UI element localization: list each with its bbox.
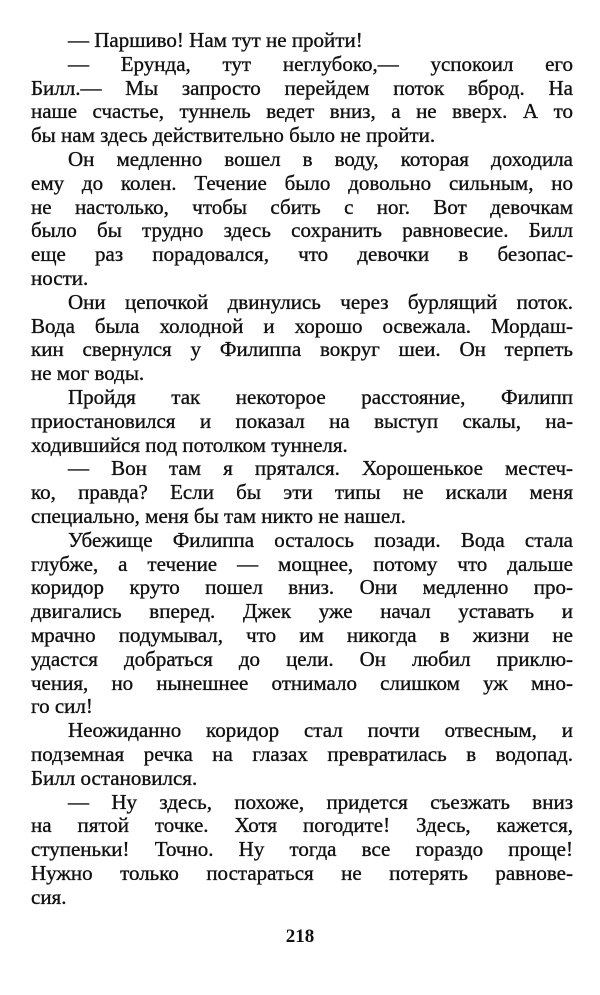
text-line: удастся добраться до цели. Он любил приклю- (31, 646, 573, 671)
text-line: Неожиданно коридор стал почти отвесным, и (68, 718, 573, 743)
text-line: коридор круто пошел вниз. Они медленно про- (31, 575, 573, 600)
text-line: Пройдя так некоторое расстояние, Филипп (68, 384, 573, 409)
text-line: го сил! (31, 694, 93, 719)
text-line: бы нам здесь действительно было не пройти. (31, 123, 436, 148)
text-line: наше счастье, туннель ведет вниз, а не вверх. А то (31, 99, 573, 124)
text-line: ходившийся под потолком туннеля. (31, 432, 348, 457)
text-line: не мог воды. (31, 361, 145, 386)
text-line: на пятой точке. Хотя погодите! Здесь, кажется, (31, 813, 573, 838)
text-line: специально, меня бы там никто не нашел. (31, 503, 406, 528)
text-line: Он медленно вошел в воду, которая доходила (68, 146, 573, 171)
text-line: еще раз порадовался, что девочки в безопас- (31, 242, 573, 267)
text-line: ности. (31, 265, 89, 290)
page-number: 218 (285, 926, 315, 947)
text-line: глубже, а течение — мощнее, потому что дальше (31, 551, 573, 576)
text-line: сия. (31, 884, 67, 909)
text-line: ко, правда? Если бы эти типы не искали меня (31, 480, 573, 505)
text-line: двигались вперед. Джек уже начал уставать и (31, 599, 573, 624)
text-line: — Паршиво! Нам тут не пройти! (68, 28, 363, 52)
text-line: — Ерунда, тут неглубоко,— успокоил его (68, 51, 573, 76)
text-line: было бы трудно здесь сохранить равновесие. Билл (31, 218, 573, 243)
text-line: не настолько, чтобы сбить с ног. Вот девочкам (31, 194, 573, 219)
text-line: Нужно только постараться не потерять равнове- (31, 860, 573, 885)
text-line: Убежище Филиппа осталось позади. Вода стала (68, 527, 573, 552)
text-line: Билл остановился. (31, 765, 198, 790)
text-line: приостановился и показал на выступ скалы, на- (31, 408, 573, 433)
text-line: — Ну здесь, похоже, придется съезжать вниз (68, 789, 573, 814)
text-line: — Вон там я прятался. Хорошенькое местеч- (68, 456, 573, 481)
text-line: Билл.— Мы запросто перейдем поток вброд. На (31, 75, 573, 100)
text-line: Вода была холодной и хорошо освежала. Мордаш- (31, 313, 573, 338)
text-line: мрачно подумывал, что им никогда в жизни не (31, 622, 573, 647)
text-line: чения, но нынешнее отнимало слишком уж мно- (31, 670, 573, 695)
text-line: ступеньки! Точно. Ну тогда все гораздо проще! (31, 837, 573, 862)
text-line: ему до колен. Течение было довольно сильным, но (31, 170, 573, 195)
text-line: кин свернулся у Филиппа вокруг шеи. Он терпеть (31, 337, 573, 362)
text-line: подземная речка на глазах превратилась в водопад. (31, 741, 573, 766)
book-page-text (31, 29, 573, 909)
text-line: Они цепочкой двинулись через бурлящий поток. (68, 289, 573, 314)
